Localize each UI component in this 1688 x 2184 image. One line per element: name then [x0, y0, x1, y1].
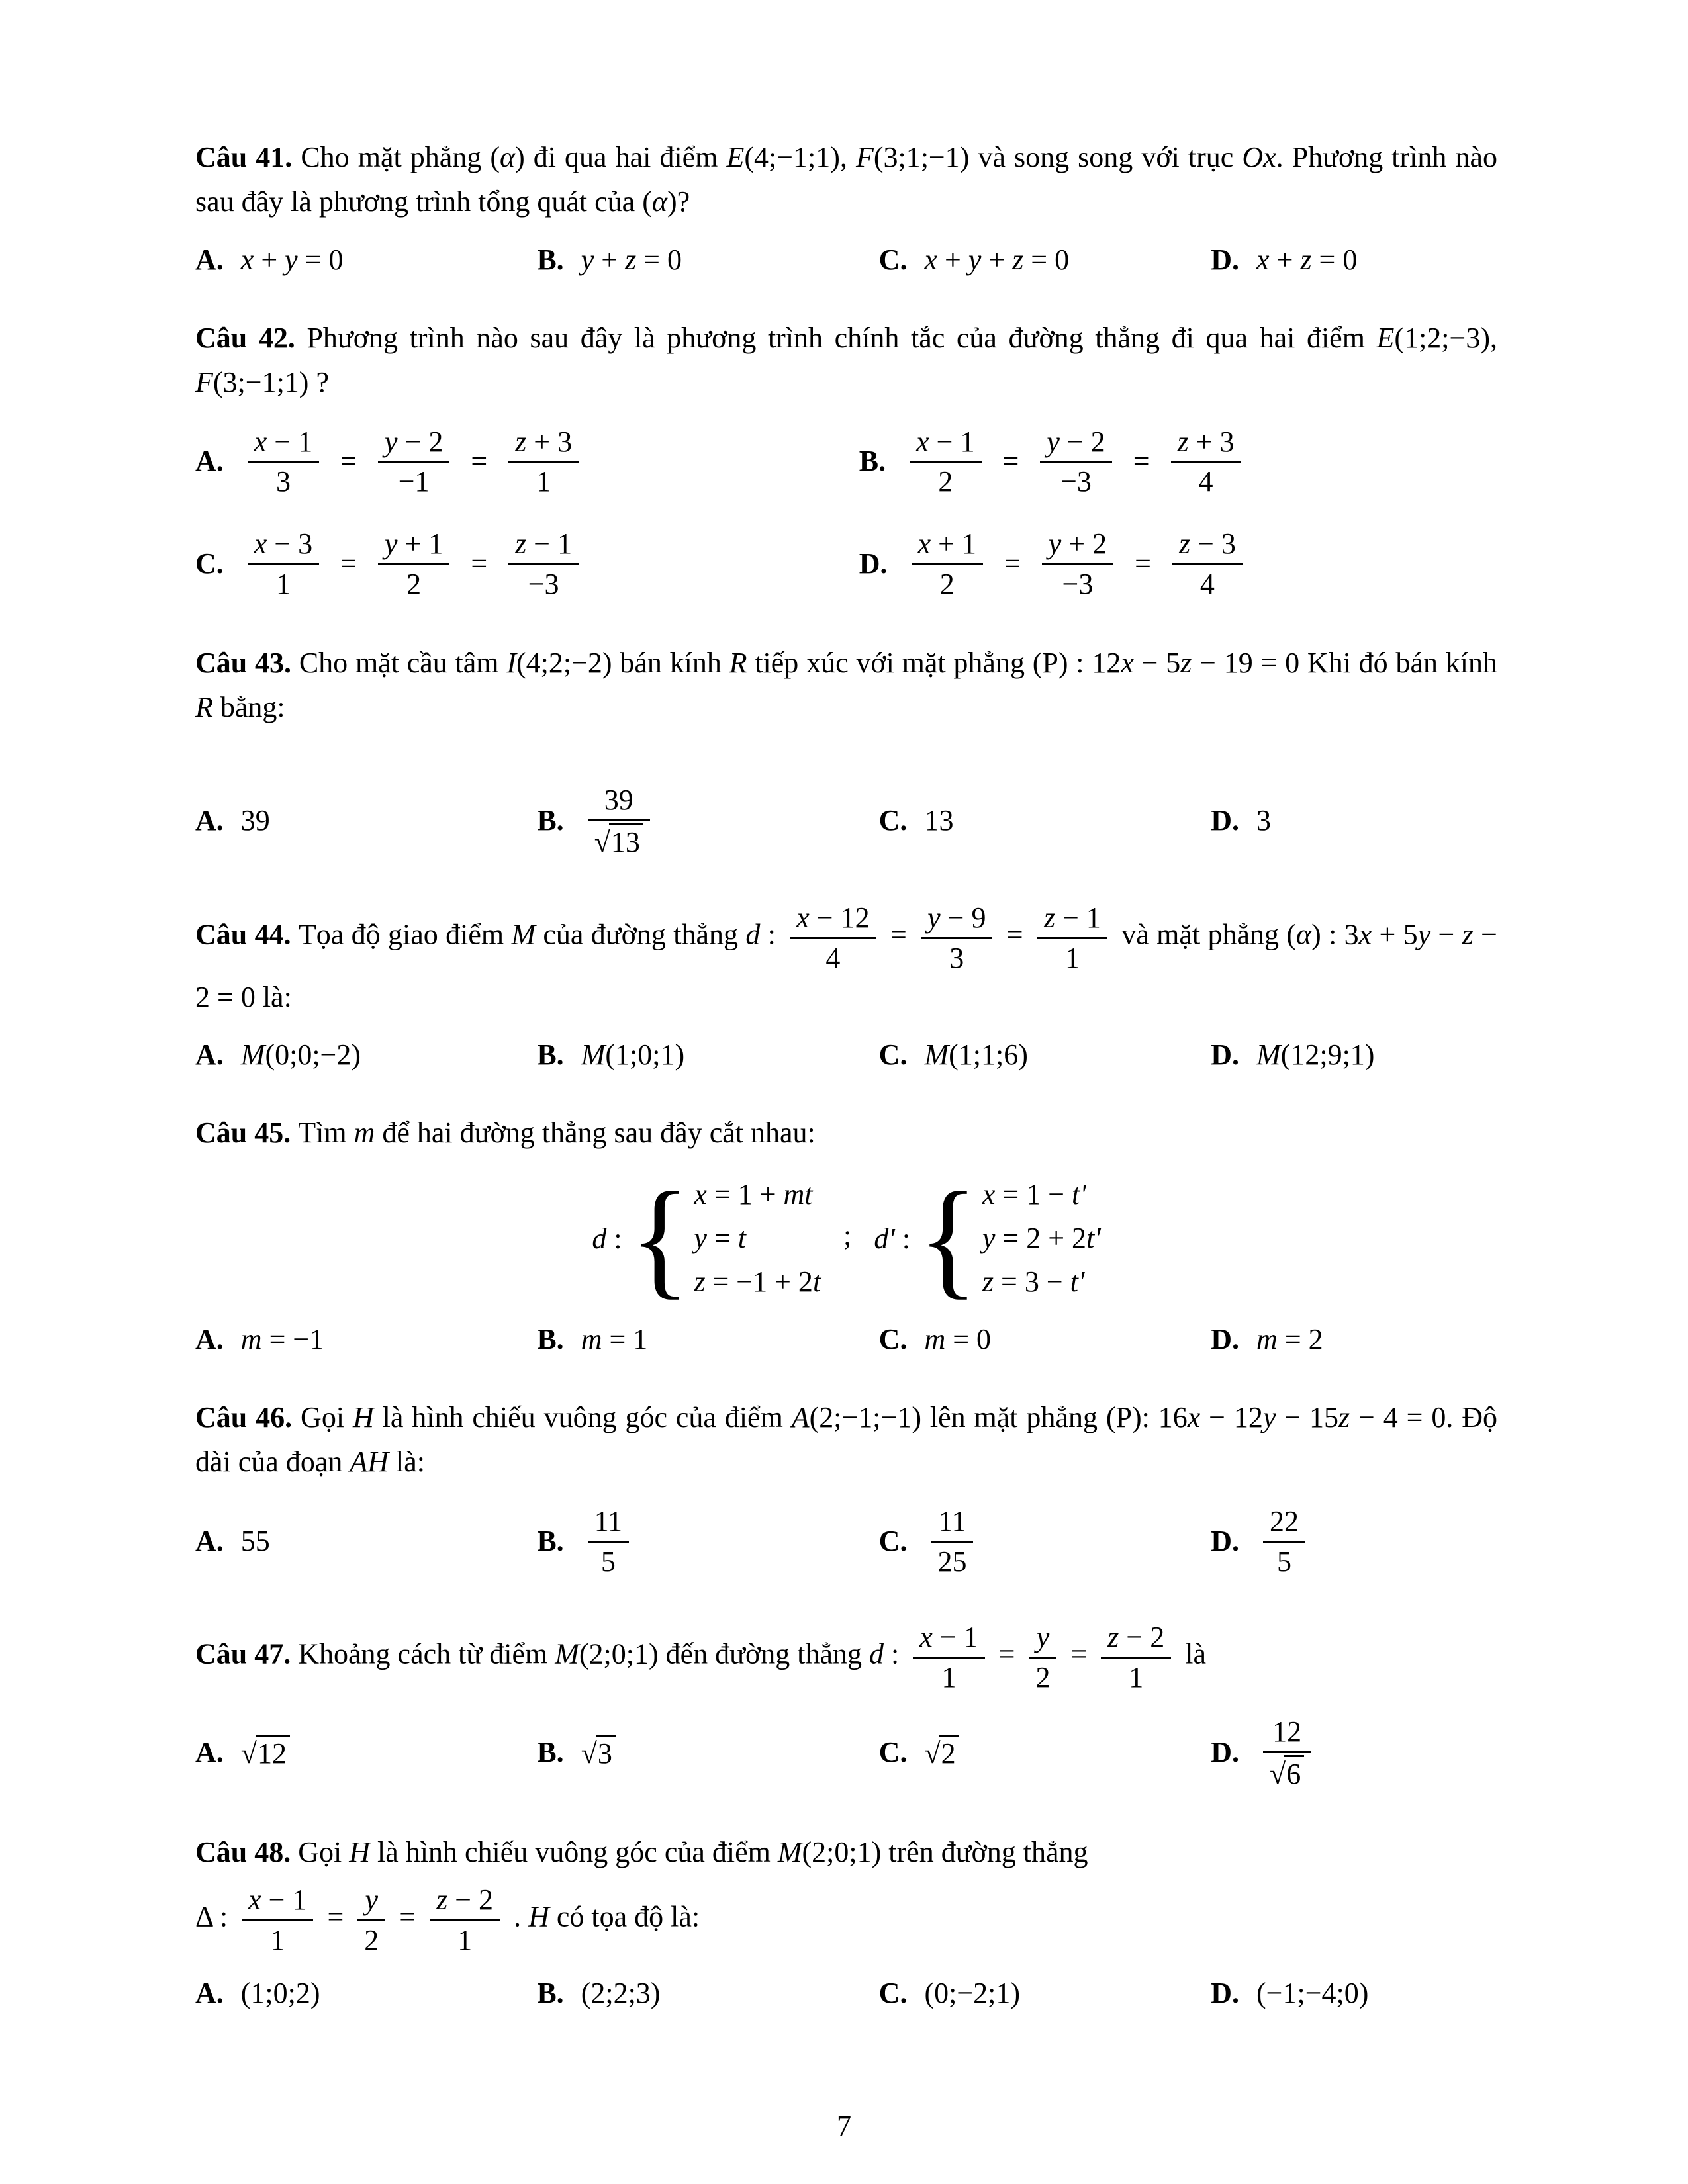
- fraction-denominator: 5: [600, 1545, 616, 1578]
- question-45: [195, 1111, 1497, 1356]
- fraction-denominator: 3: [275, 465, 291, 498]
- text-run: của đường thẳng: [536, 918, 746, 951]
- question-stem-continued: [195, 1882, 1497, 1958]
- text-run: (1;0;2): [240, 1977, 320, 2010]
- option-A: [195, 1038, 537, 1071]
- math-run: m = 2: [1256, 1323, 1323, 1356]
- text-run: =: [320, 1900, 352, 1933]
- options-row: [195, 782, 1497, 860]
- text-run: 13: [924, 804, 954, 837]
- option-letter: A.: [195, 1323, 224, 1356]
- option-B: [537, 1503, 878, 1579]
- option-D: [1211, 1038, 1497, 1071]
- text-run: =: [882, 918, 915, 951]
- text-run: ;: [843, 1219, 852, 1252]
- question-48: [195, 1831, 1497, 2010]
- fraction: [588, 1503, 629, 1579]
- text-run: (−1;−4;0): [1256, 1977, 1369, 2010]
- text-run: =: [1063, 1637, 1095, 1670]
- options-row: [195, 1976, 1497, 2010]
- fraction-denominator: 1: [457, 1924, 473, 1957]
- question-label: Câu 47.: [195, 1637, 299, 1670]
- text-run: 39: [240, 804, 270, 837]
- option-letter: D.: [859, 547, 888, 580]
- fraction-denominator: 5: [1277, 1545, 1292, 1578]
- fraction: [1172, 525, 1243, 602]
- question-stem: [195, 1619, 1497, 1695]
- system-lines: [694, 1173, 821, 1304]
- fraction-numerator: z − 2: [430, 1882, 500, 1921]
- math-run: 16x − 12y − 15z − 4 = 0: [1158, 1401, 1446, 1434]
- question-stem: [195, 1111, 1497, 1156]
- text-run: và mặt phẳng: [1113, 918, 1287, 951]
- math-run: m = 0: [924, 1323, 992, 1356]
- text-run: =: [999, 918, 1031, 951]
- text-run: bán kính: [612, 647, 729, 680]
- math-run: m: [353, 1116, 375, 1150]
- text-run: và song song với trục: [969, 141, 1243, 173]
- question-label: Câu 43.: [195, 647, 299, 680]
- option-letter: A.: [195, 1977, 224, 2010]
- option-C: [879, 1976, 1211, 2010]
- text-run: đến đường thẳng: [658, 1637, 870, 1670]
- math-run: (α): [642, 185, 677, 218]
- option-letter: A.: [195, 1736, 224, 1769]
- option-letter: C.: [878, 1977, 908, 2010]
- option-B: [537, 1038, 878, 1071]
- fraction: [1101, 1619, 1171, 1695]
- text-run: đi qua hai điểm: [524, 141, 727, 173]
- fraction-denominator: 2: [938, 465, 953, 498]
- option-B: [537, 243, 878, 277]
- options-row: [195, 1503, 1497, 1579]
- option-letter: A.: [195, 1524, 224, 1557]
- math-run: (α): [490, 141, 525, 173]
- text-run: 3: [1256, 804, 1272, 837]
- option-D: [1211, 1713, 1497, 1792]
- option-A: [195, 424, 859, 500]
- fraction-numerator: y + 2: [1042, 525, 1113, 565]
- fraction-denominator: 2: [939, 568, 955, 601]
- option-A: [195, 243, 537, 277]
- text-run: là:: [389, 1445, 425, 1479]
- text-run: để hai đường thẳng sau đây cắt nhau:: [375, 1116, 816, 1150]
- text-run: =: [1118, 445, 1164, 478]
- option-letter: C.: [195, 547, 224, 580]
- math-run: M(2;0;1): [777, 1836, 882, 1869]
- option-D: [1211, 1322, 1497, 1356]
- options-row: [195, 1038, 1497, 1071]
- text-run: =: [456, 547, 502, 580]
- fraction-numerator: x − 1: [248, 424, 319, 463]
- option-B: [537, 1735, 878, 1770]
- question-stem: [195, 641, 1497, 730]
- math-run: M(1;1;6): [924, 1038, 1028, 1071]
- text-run: trên đường thẳng: [881, 1836, 1088, 1869]
- fraction: [248, 525, 319, 602]
- text-run: [899, 1637, 906, 1670]
- fraction: [508, 525, 579, 602]
- option-letter: D.: [1211, 243, 1240, 276]
- fraction-numerator: z − 1: [508, 525, 579, 565]
- fraction-numerator: y + 1: [378, 525, 449, 565]
- fraction-denominator: 25: [937, 1545, 967, 1578]
- fraction-numerator: 22: [1263, 1503, 1305, 1543]
- math-run: M(2;0;1): [555, 1637, 659, 1670]
- math-run: Ox: [1242, 141, 1276, 173]
- option-D: [859, 525, 1497, 602]
- fraction: [1042, 525, 1113, 602]
- fraction: [931, 1503, 973, 1579]
- sqrt-expression: [241, 1735, 290, 1770]
- option-letter: C.: [878, 1323, 908, 1356]
- question-stem: [195, 899, 1497, 1020]
- fraction-numerator: 12: [1263, 1713, 1311, 1753]
- math-run: d :: [869, 1637, 900, 1670]
- system-line: x = 1 + mt: [694, 1178, 813, 1211]
- radical-sign: √: [594, 825, 610, 858]
- fraction-numerator: z + 3: [508, 424, 579, 463]
- option-B: [537, 782, 878, 860]
- options-row: [195, 424, 1497, 602]
- math-run: M(1;0;1): [581, 1038, 685, 1071]
- option-D: [1211, 803, 1497, 837]
- text-run: Tìm: [298, 1116, 354, 1150]
- text-run: có tọa độ là:: [549, 1900, 700, 1933]
- option-D: [1211, 243, 1497, 277]
- math-run: R: [729, 647, 747, 680]
- radical-sign: √: [924, 1737, 941, 1770]
- text-run: =: [392, 1900, 424, 1933]
- fraction: [1263, 1713, 1311, 1792]
- fraction: [588, 782, 650, 860]
- fraction-numerator: x − 3: [248, 525, 319, 565]
- text-run: =: [991, 1637, 1023, 1670]
- option-letter: B.: [537, 1323, 564, 1356]
- fraction-numerator: y − 2: [1040, 424, 1111, 463]
- option-C: [879, 1503, 1211, 1579]
- options-row: [195, 1322, 1497, 1356]
- math-run: (α) : 3x + 5y − z − 2 = 0: [195, 918, 1497, 1013]
- fraction-numerator: 39: [588, 782, 650, 821]
- option-A: [195, 1322, 537, 1356]
- text-run: lên mặt phẳng (P):: [921, 1401, 1158, 1434]
- fraction: [1040, 424, 1111, 500]
- option-letter: D.: [1211, 1038, 1240, 1071]
- text-run: =: [988, 445, 1034, 478]
- fraction-denominator: 1: [275, 568, 291, 601]
- text-run: tiếp xúc với mặt phẳng (P) :: [747, 647, 1092, 680]
- radicand: 12: [256, 1735, 290, 1770]
- question-label: Câu 48.: [195, 1836, 299, 1869]
- system-label: d :: [592, 1222, 622, 1255]
- text-run: Phương trình nào sau đây là phương trình chính tắc của đường thẳng đi qua hai điểm: [306, 321, 1377, 354]
- option-letter: B.: [537, 243, 564, 276]
- fraction-denominator: −3: [528, 568, 559, 601]
- text-run: là hình chiếu vuông góc của điểm: [370, 1836, 778, 1869]
- fraction-numerator: z − 3: [1172, 525, 1243, 565]
- math-run: M(12;9;1): [1256, 1038, 1375, 1071]
- math-run: x + y = 0: [240, 243, 344, 276]
- fraction-denominator: 3: [949, 941, 964, 974]
- option-C: [879, 1038, 1211, 1071]
- fraction: [921, 899, 992, 976]
- fraction: [430, 1882, 500, 1958]
- question-label: Câu 44.: [195, 918, 299, 951]
- fraction-numerator: x + 1: [912, 525, 983, 565]
- option-A: [195, 803, 537, 837]
- system-line: y = 2 + 2t': [982, 1222, 1101, 1255]
- fraction: [912, 525, 983, 602]
- option-letter: D.: [1211, 1323, 1240, 1356]
- option-letter: A.: [195, 445, 224, 478]
- fraction-denominator: 1: [1129, 1661, 1144, 1694]
- system-brace: {: [918, 1165, 978, 1311]
- fraction: [1263, 1503, 1305, 1579]
- question-41: [195, 136, 1497, 277]
- sqrt-expression: [581, 1735, 616, 1770]
- math-run: M(0;0;−2): [240, 1038, 361, 1071]
- text-run: Khi đó bán kính: [1299, 647, 1498, 680]
- text-run: Δ :: [195, 1900, 236, 1933]
- option-letter: C.: [878, 1736, 908, 1769]
- option-letter: C.: [878, 243, 908, 276]
- fraction-numerator: y: [1029, 1619, 1056, 1659]
- text-run: (2;2;3): [581, 1977, 661, 2010]
- fraction-denominator: 2: [406, 568, 422, 601]
- centered-equations: [195, 1165, 1497, 1311]
- text-run: . Phương trình nào sau đây là phương trình tổng quát của: [195, 141, 1497, 218]
- option-C: [879, 803, 1211, 837]
- radical-sign: √: [1270, 1757, 1286, 1790]
- fraction-numerator: y − 9: [921, 899, 992, 939]
- text-run: =: [456, 445, 502, 478]
- radical-sign: √: [581, 1737, 597, 1770]
- option-B: [859, 424, 1497, 500]
- question-44: [195, 899, 1497, 1072]
- text-run: =: [1120, 547, 1166, 580]
- fraction: [913, 1619, 984, 1695]
- math-run: y + z = 0: [581, 243, 682, 276]
- fraction-denominator: 2: [1035, 1661, 1051, 1694]
- fraction: [248, 424, 319, 500]
- question-43: [195, 641, 1497, 860]
- text-run: Cho mặt phẳng: [301, 141, 491, 173]
- text-run: =: [326, 445, 371, 478]
- fraction-numerator: 11: [931, 1503, 973, 1543]
- text-run: Gọi: [301, 1401, 353, 1434]
- math-run: 12x − 5z − 19 = 0: [1092, 647, 1300, 680]
- math-run: I(4;2;−2): [506, 647, 612, 680]
- text-run: =: [989, 547, 1035, 580]
- fraction-denominator: [1263, 1753, 1311, 1792]
- question-stem: [195, 1831, 1497, 1875]
- equation-system: [874, 1165, 1101, 1311]
- page-number: 7: [837, 2110, 851, 2142]
- system-line: x = 1 − t': [982, 1178, 1086, 1211]
- radicand: 2: [939, 1735, 959, 1770]
- option-letter: B.: [537, 1524, 564, 1557]
- text-run: (0;−2;1): [924, 1977, 1021, 2010]
- options-row: [195, 243, 1497, 277]
- option-C: [195, 525, 859, 602]
- question-stem: [195, 1396, 1497, 1484]
- fraction-numerator: y − 2: [378, 424, 449, 463]
- option-D: [1211, 1503, 1497, 1579]
- option-letter: A.: [195, 804, 224, 837]
- option-letter: D.: [1211, 1736, 1240, 1769]
- fraction-denominator: −1: [398, 465, 430, 498]
- option-letter: B.: [537, 804, 564, 837]
- question-label: Câu 46.: [195, 1401, 301, 1434]
- text-run: . Độ dài của đoạn: [195, 1401, 1498, 1479]
- option-B: [537, 1976, 878, 2010]
- system-line: z = −1 + 2t: [694, 1265, 821, 1298]
- fraction: [1171, 424, 1241, 500]
- option-A: [195, 1735, 537, 1770]
- option-letter: B.: [859, 445, 886, 478]
- question-stem: [195, 136, 1497, 224]
- sqrt-expression: [924, 1735, 959, 1770]
- fraction: [910, 424, 981, 500]
- text-run: ?: [308, 365, 329, 398]
- option-letter: D.: [1211, 804, 1240, 837]
- option-B: [537, 1322, 878, 1356]
- text-run: ?: [677, 185, 690, 218]
- fraction-denominator: 2: [364, 1924, 379, 1957]
- equation-system: [592, 1165, 821, 1311]
- math-run: H: [528, 1900, 549, 1933]
- math-run: AH: [350, 1445, 389, 1479]
- fraction: [790, 899, 876, 976]
- math-run: R: [195, 691, 213, 723]
- sqrt-expression: [594, 823, 643, 860]
- fraction-numerator: z − 2: [1101, 1619, 1171, 1659]
- fraction-numerator: x − 1: [913, 1619, 984, 1659]
- fraction-denominator: 1: [270, 1924, 285, 1957]
- option-letter: B.: [537, 1977, 564, 2010]
- fraction: [508, 424, 579, 500]
- option-letter: B.: [537, 1038, 564, 1071]
- text-run: là:: [255, 980, 292, 1013]
- question-label: Câu 41.: [195, 141, 301, 173]
- text-run: =: [326, 547, 371, 580]
- text-run: [776, 918, 783, 950]
- fraction: [1037, 899, 1107, 976]
- option-letter: C.: [878, 1038, 908, 1071]
- system-line: y = t: [694, 1222, 746, 1255]
- math-run: H: [349, 1836, 371, 1869]
- option-letter: A.: [195, 243, 224, 276]
- option-letter: C.: [878, 804, 908, 837]
- math-run: d :: [745, 918, 776, 951]
- fraction-numerator: z − 1: [1037, 899, 1107, 939]
- options-row: [195, 1713, 1497, 1792]
- fraction-numerator: 11: [588, 1503, 629, 1543]
- math-run: x + z = 0: [1256, 243, 1358, 276]
- option-D: [1211, 1976, 1497, 2010]
- option-letter: D.: [1211, 1977, 1240, 2010]
- question-label: Câu 45.: [195, 1116, 299, 1150]
- option-C: [879, 1735, 1211, 1770]
- question-47: [195, 1619, 1497, 1792]
- system-label: d' :: [874, 1222, 911, 1255]
- radicand: 6: [1284, 1755, 1304, 1792]
- math-run: m = 1: [581, 1323, 648, 1356]
- text-run: bằng:: [212, 691, 285, 723]
- option-C: [879, 1322, 1211, 1356]
- radicand: 3: [596, 1735, 616, 1770]
- option-C: [879, 243, 1211, 277]
- sqrt-expression: [1270, 1755, 1304, 1792]
- radicand: 13: [609, 823, 643, 860]
- fraction-denominator: 4: [1198, 465, 1213, 498]
- system-lines: [982, 1173, 1101, 1304]
- math-run: E(4;−1;1), F(3;1;−1): [726, 141, 970, 173]
- text-run: Cho mặt cầu tâm: [299, 647, 507, 680]
- radical-sign: √: [240, 1737, 257, 1770]
- text-run: .: [506, 1900, 529, 1933]
- option-A: [195, 1976, 537, 2010]
- option-letter: B.: [537, 1736, 564, 1769]
- text-run: là hình chiếu vuông góc của điểm: [373, 1401, 792, 1434]
- fraction: [1029, 1619, 1056, 1695]
- question-46: [195, 1396, 1497, 1579]
- math-run: E(1;2;−3), F(3;−1;1): [195, 321, 1497, 398]
- fraction-denominator: −3: [1060, 465, 1092, 498]
- fraction-denominator: 1: [536, 465, 551, 498]
- option-letter: C.: [878, 1524, 908, 1557]
- fraction-numerator: y: [357, 1882, 385, 1921]
- fraction-denominator: 1: [1064, 941, 1080, 974]
- math-run: M: [511, 918, 536, 951]
- fraction-denominator: 4: [1199, 568, 1215, 601]
- math-run: H: [352, 1401, 374, 1434]
- option-letter: D.: [1211, 1524, 1240, 1557]
- fraction-denominator: 1: [941, 1661, 957, 1694]
- fraction: [378, 525, 449, 602]
- fraction: [357, 1882, 385, 1958]
- math-run: A(2;−1;−1): [791, 1401, 921, 1434]
- math-run: x + y + z = 0: [924, 243, 1070, 276]
- text-run: Khoảng cách từ điểm: [298, 1637, 555, 1670]
- option-letter: A.: [195, 1038, 224, 1071]
- system-brace: {: [630, 1165, 690, 1311]
- fraction: [242, 1882, 313, 1958]
- question-label: Câu 42.: [195, 321, 307, 354]
- fraction-numerator: z + 3: [1171, 424, 1241, 463]
- system-line: z = 3 − t': [982, 1265, 1085, 1298]
- text-run: Gọi: [298, 1836, 350, 1869]
- fraction-numerator: x − 1: [910, 424, 981, 463]
- question-42: [195, 316, 1497, 602]
- math-run: m = −1: [240, 1323, 324, 1356]
- fraction-denominator: 4: [825, 941, 841, 974]
- text-run: là: [1178, 1637, 1206, 1670]
- text-run: Tọa độ giao điểm: [298, 918, 512, 951]
- question-stem: [195, 316, 1497, 405]
- fraction-numerator: x − 1: [242, 1882, 313, 1921]
- page-footer: [0, 2109, 1688, 2143]
- fraction-denominator: −3: [1062, 568, 1094, 601]
- fraction-denominator: [588, 821, 650, 860]
- fraction: [378, 424, 449, 500]
- questions: [195, 136, 1497, 2010]
- fraction-numerator: x − 12: [790, 899, 876, 939]
- option-A: [195, 1524, 537, 1558]
- text-run: 55: [240, 1524, 270, 1557]
